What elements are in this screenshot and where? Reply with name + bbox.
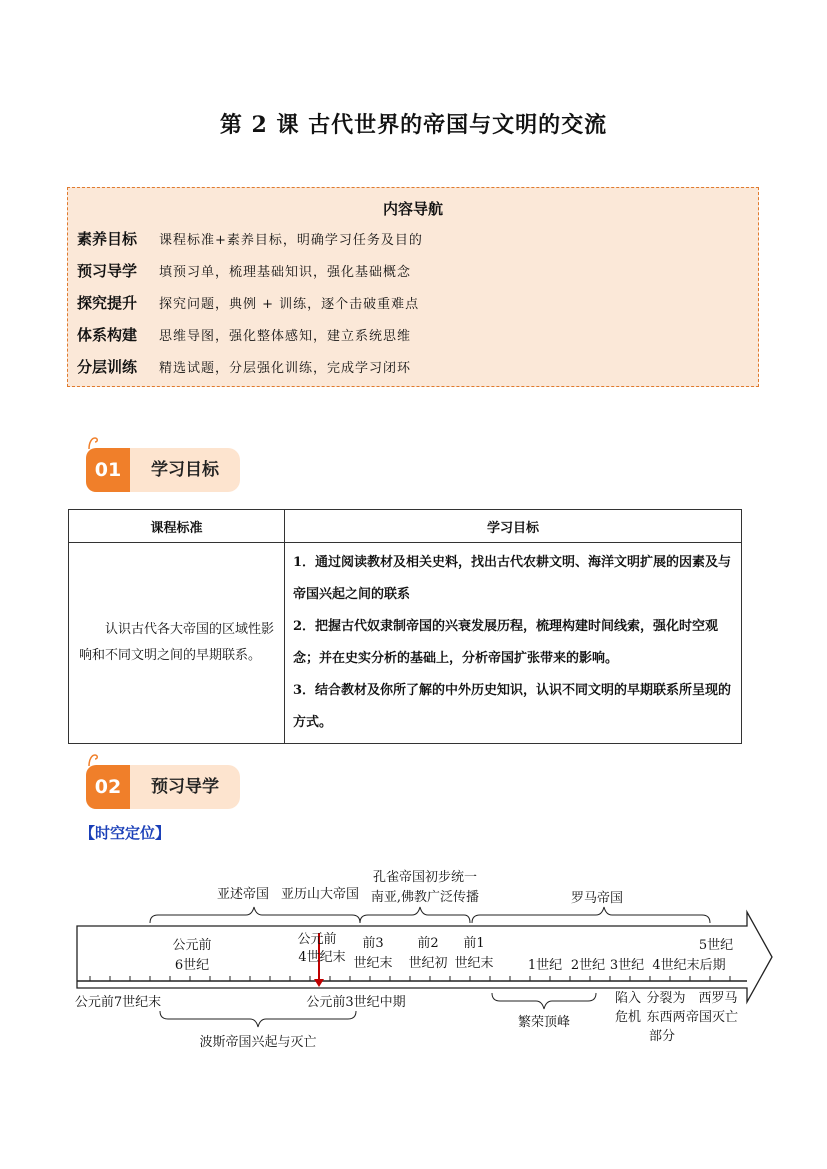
section-badge-goals [86, 448, 240, 492]
section-label: 预习导学 [130, 765, 240, 809]
label-persia: 波斯帝国兴起与灭亡 [199, 1035, 317, 1050]
label-west-rome: 西罗马 [698, 991, 738, 1006]
nav-row [77, 260, 411, 282]
label-rome: 罗马帝国 [570, 891, 624, 906]
content-navigation-box [67, 187, 759, 387]
nav-row [77, 356, 411, 378]
tick-bc4: 4世纪末 [298, 950, 346, 965]
brace-top-3 [472, 907, 710, 923]
nav-key: 体系构建 [77, 326, 138, 344]
tick-bc2: 世纪初 [408, 956, 448, 971]
table-header: 课程标准 [69, 510, 285, 543]
label-maurya-2: 南亚,佛教广泛传播 [370, 890, 480, 905]
nav-key: 素养目标 [77, 230, 138, 248]
nav-key: 预习导学 [77, 262, 138, 280]
tick-bc2: 前2 [417, 936, 439, 951]
label-crisis: 陷入 [614, 991, 642, 1006]
section-badge-preview [86, 765, 240, 809]
label-maurya-1: 孔雀帝国初步统一 [372, 870, 478, 885]
nav-key: 分层训练 [77, 358, 138, 376]
goal-cell [285, 543, 742, 744]
nav-value: 精选试题，分层强化训练，完成学习闭环 [159, 361, 412, 376]
label-prosper: 繁荣顶峰 [517, 1015, 571, 1030]
tick-c1: 1世纪 [527, 958, 563, 973]
label-west-rome: 帝国灭亡 [685, 1010, 739, 1025]
nav-value: 探究问题，典例 + 训练，逐个击破重难点 [159, 297, 420, 312]
label-bc3mid: 公元前3世纪中期 [306, 995, 406, 1010]
timeline-diagram [0, 845, 827, 1085]
tick-c4: 4世纪末后期 [652, 958, 726, 973]
label-bc7: 公元前7世纪末 [74, 995, 162, 1010]
tick-c3: 3世纪 [609, 958, 645, 973]
brace-top-2 [360, 907, 470, 923]
tick-bc3: 前3 [362, 936, 384, 951]
section-label: 学习目标 [130, 448, 240, 492]
brace-top-1 [150, 907, 360, 923]
table-header: 学习目标 [285, 510, 742, 543]
nav-value: 课程标准+素养目标，明确学习任务及目的 [159, 233, 423, 248]
nav-value: 思维导图，强化整体感知，建立系统思维 [159, 329, 412, 344]
tick-bc4: 公元前 [297, 932, 337, 947]
label-assyria: 亚述帝国 [216, 887, 270, 902]
tick-bc1: 世纪末 [454, 956, 494, 971]
label-split: 分裂为 [646, 991, 686, 1006]
label-alexander: 亚历山大帝国 [280, 887, 360, 902]
label-split: 东西两 [646, 1010, 686, 1025]
tick-bc3: 世纪末 [353, 956, 393, 971]
tick-c2: 2世纪 [570, 958, 606, 973]
timeline-tag: 【时空定位】 [80, 824, 171, 842]
nav-row [77, 324, 411, 346]
brace-prosper [492, 993, 596, 1009]
goals-table [68, 509, 742, 744]
nav-heading: 内容导航 [382, 200, 443, 218]
brace-persia [160, 1011, 356, 1027]
standard-cell [69, 543, 285, 744]
page-title: 第 2 课 古代世界的帝国与文明的交流 [219, 112, 608, 138]
tick-bc6: 公元前 [172, 938, 212, 953]
nav-row [77, 292, 419, 314]
goal-item: 3．结合教材及你所了解的中外历史知识，认识不同文明的早期联系所呈现的方式。 [293, 683, 732, 730]
nav-row [77, 228, 423, 250]
label-crisis: 危机 [614, 1010, 642, 1025]
tick-c5: 5世纪 [698, 938, 734, 953]
label-split: 部分 [648, 1029, 676, 1044]
standard-text: 认识古代各大帝国的区域性影响和不同文明之间的早期联系。 [79, 622, 275, 663]
section-number: 02 [86, 765, 130, 809]
nav-value: 填预习单，梳理基础知识，强化基础概念 [159, 265, 412, 280]
goal-item: 2．把握古代奴隶制帝国的兴衰发展历程，梳理构建时间线索，强化时空观念；并在史实分析的基础上，分析帝国扩张带来的影响。 [293, 619, 719, 666]
tick-bc1: 前1 [463, 936, 485, 951]
tick-bc6: 6世纪 [174, 958, 210, 973]
goal-item: 1．通过阅读教材及相关史料，找出古代农耕文明、海洋文明扩展的因素及与帝国兴起之间的联系 [293, 555, 732, 602]
section-number: 01 [86, 448, 130, 492]
nav-key: 探究提升 [77, 294, 138, 312]
